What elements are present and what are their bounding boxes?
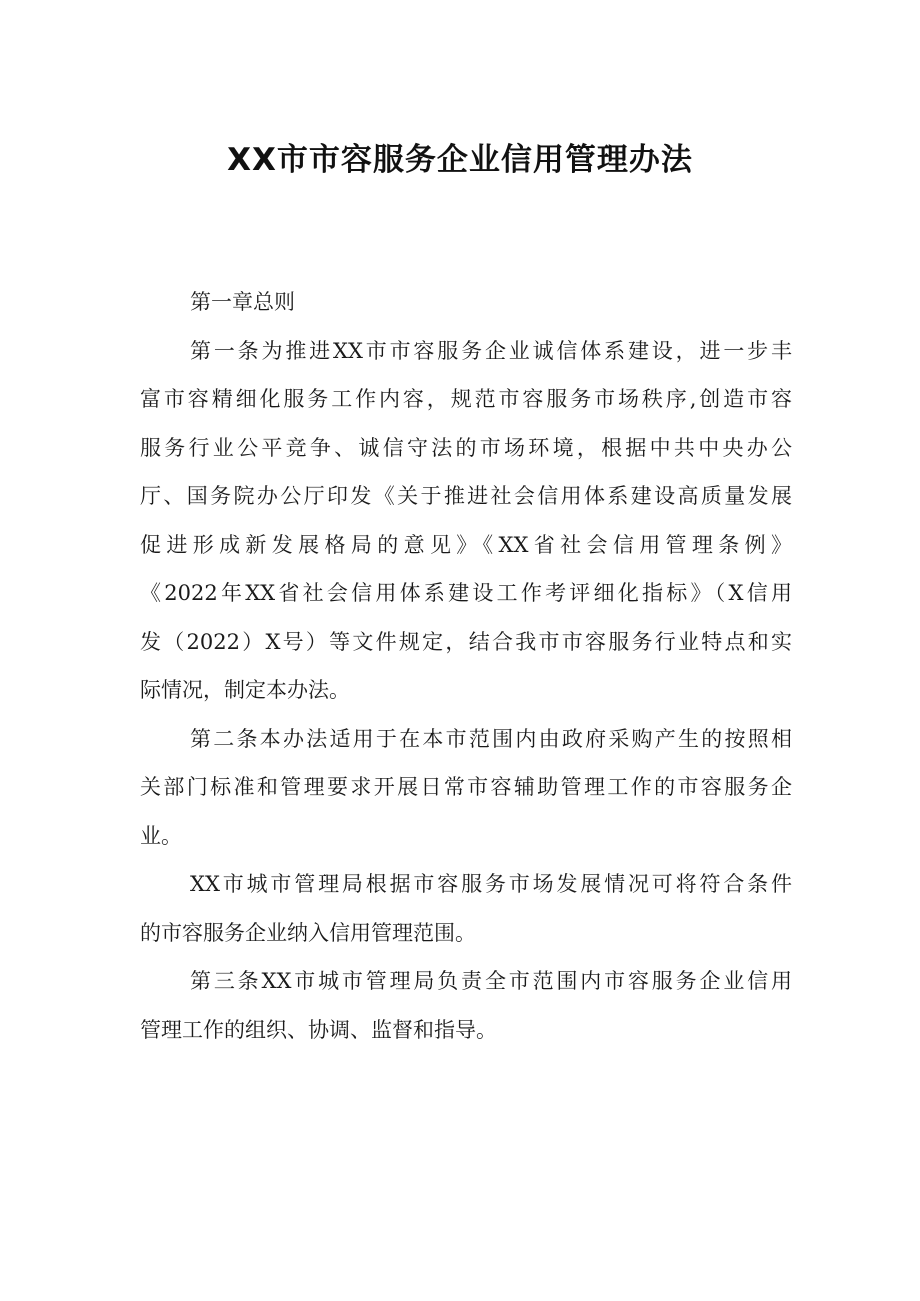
chapter-heading: 第一章总则 bbox=[190, 290, 295, 314]
document-title: XX市市容服务企业信用管理办法 bbox=[227, 142, 693, 178]
paragraph-line: 厅、国务院办公厅印发《关于推进社会信用体系建设高质量发展 bbox=[140, 484, 792, 508]
paragraph-line: 第二条本办法适用于在本市范围内由政府采购产生的按照相 bbox=[190, 726, 792, 751]
paragraph-line: 第三条XX市城市管理局负责全市范围内市容服务企业信用 bbox=[190, 969, 792, 993]
paragraph-line: XX市城市管理局根据市容服务市场发展情况可将符合条件 bbox=[190, 872, 792, 896]
paragraph-line: 发（2022）X号）等文件规定，结合我市市容服务行业特点和实 bbox=[140, 629, 792, 654]
document-body bbox=[140, 278, 792, 1054]
paragraph-scope-note bbox=[140, 860, 792, 957]
paragraph-line: 《2022年XX省社会信用体系建设工作考评细化指标》（X信用 bbox=[140, 581, 792, 605]
paragraph-article-3 bbox=[140, 957, 792, 1054]
paragraph-line: 际情况，制定本办法。 bbox=[140, 678, 350, 702]
paragraph-article-2 bbox=[140, 715, 792, 861]
paragraph-article-1 bbox=[140, 327, 792, 715]
paragraph-line: 关部门标准和管理要求开展日常市容辅助管理工作的市容服务企 bbox=[140, 775, 792, 799]
paragraph-line: 管理工作的组织、协调、监督和指导。 bbox=[140, 1017, 497, 1042]
paragraph-line: 的市容服务企业纳入信用管理范围。 bbox=[140, 920, 476, 945]
paragraph-line: 服务行业公平竞争、诚信守法的市场环境，根据中共中央办公 bbox=[140, 435, 792, 460]
paragraph-line: 第一条为推进XX市市容服务企业诚信体系建设，进一步丰 bbox=[190, 338, 792, 363]
paragraph-line: 业。 bbox=[140, 823, 182, 848]
paragraph-line: 促进形成新发展格局的意见》《XX省社会信用管理条例》 bbox=[140, 532, 792, 557]
paragraph-line: 富市容精细化服务工作内容，规范市容服务市场秩序,创造市容 bbox=[140, 387, 792, 411]
